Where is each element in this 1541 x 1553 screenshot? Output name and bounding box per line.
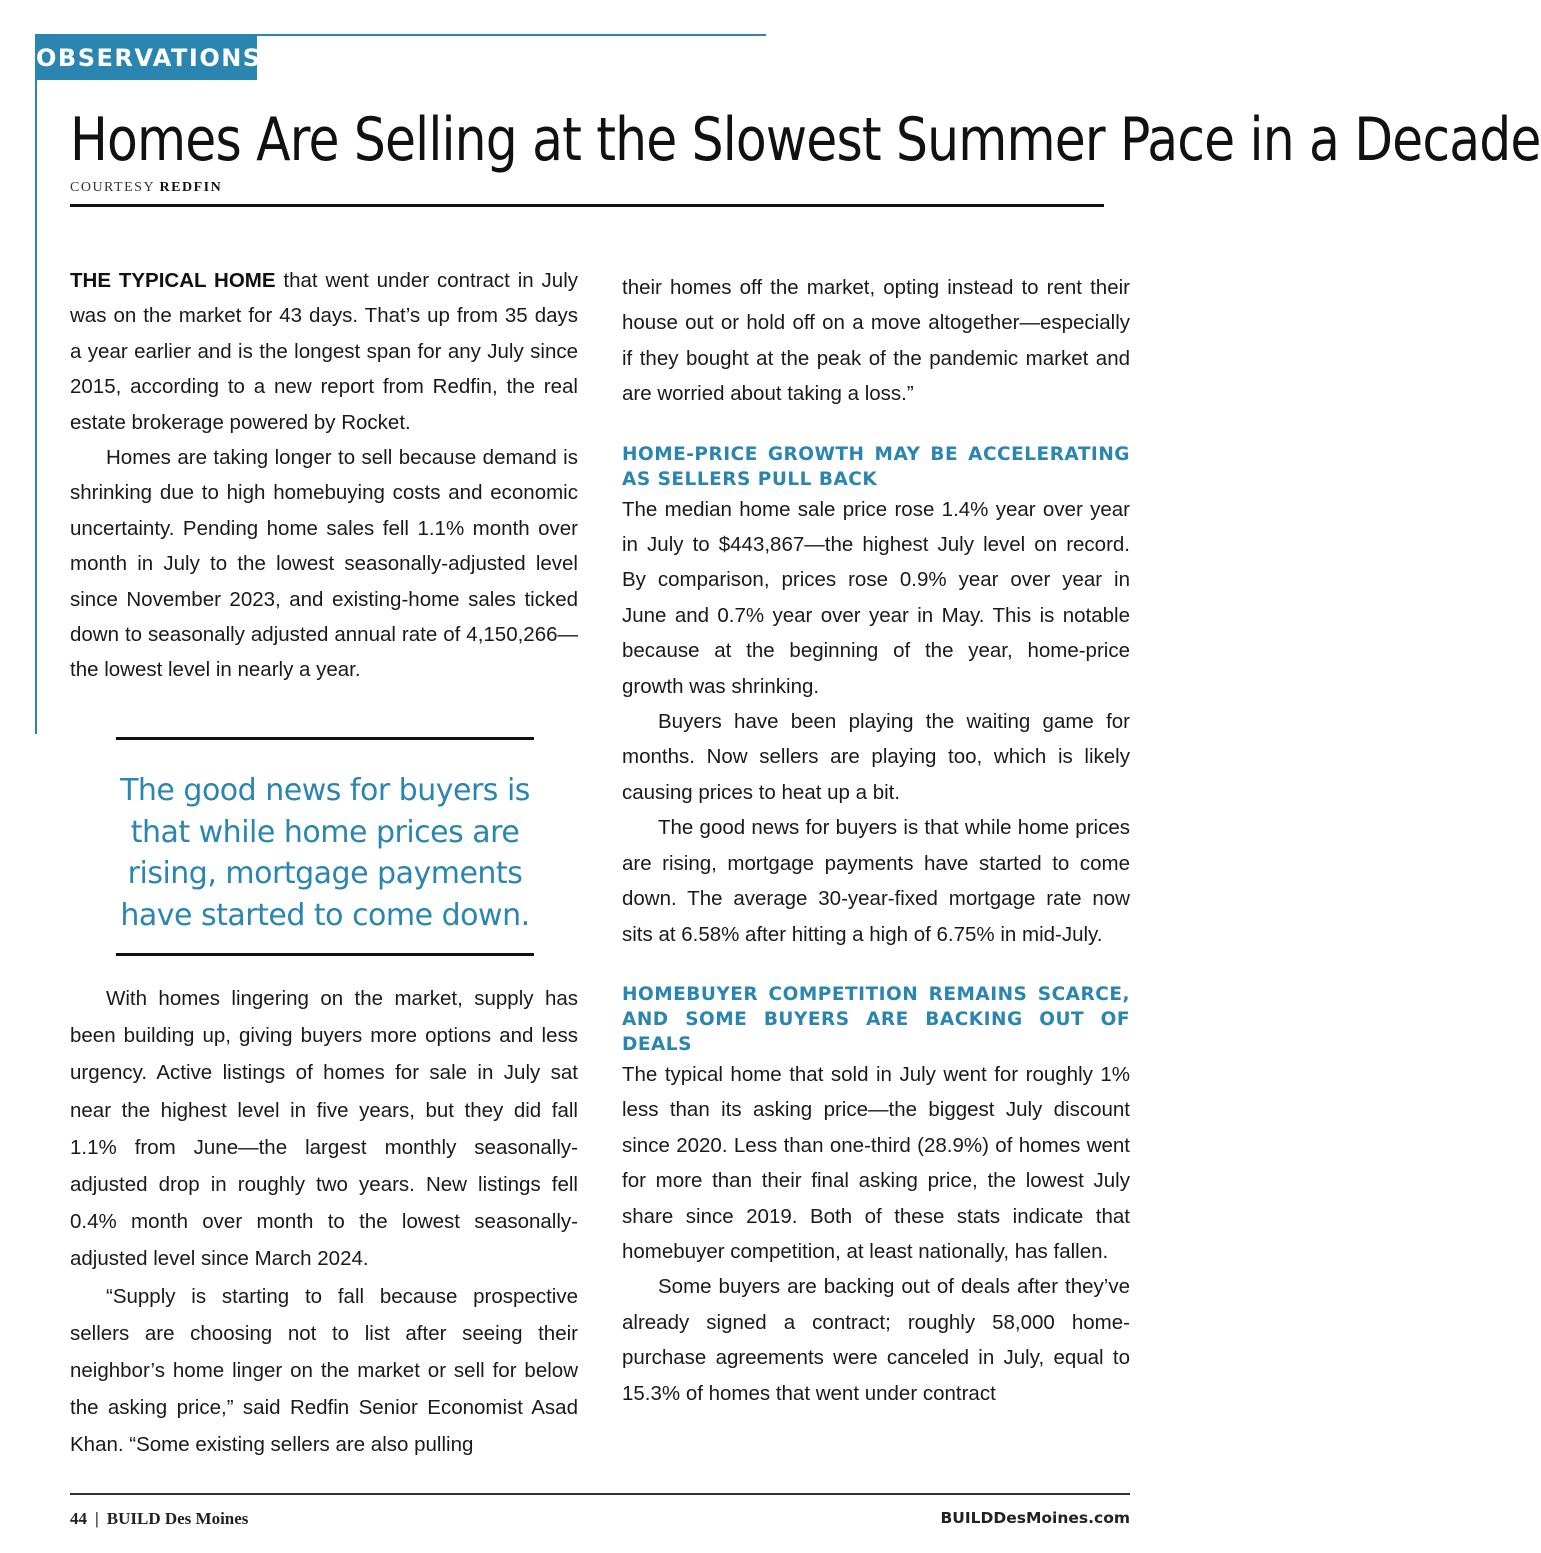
lead-in: THE TYPICAL HOME (70, 269, 276, 292)
right-column (622, 270, 1130, 1411)
body-paragraph: “Supply is starting to fall because prospective sellers are choosing not to list after seeing their neighbor’s home linger on the market or sell for below the asking price,” said Redfin Senior Economist Asad Khan. “Some existing sellers are also pulling (70, 1284, 578, 1457)
section-rule-left (35, 34, 37, 734)
body-paragraph: With homes lingering on the market, supply has been building up, giving buyers more options and less urgency. Active listings of homes for sale in July sat near the highest level in five years, but they did fall 1.1% from June—the largest monthly seasonally-adjusted drop in roughly two years. New listings fell 0.4% month over month to the lowest seasonally-adjusted level since March 2024. (70, 987, 578, 1271)
footer-folio (70, 1509, 248, 1529)
body-paragraph (70, 263, 578, 440)
body-paragraph: The good news for buyers is that while home prices are rising, mortgage payments have started to come down. The average 30-year-fixed mortgage rate now sits at 6.58% after hitting a high of 6.75% in mid-July. (622, 816, 1130, 946)
page-number: 44 (70, 1509, 87, 1528)
credit-prefix: COURTESY (70, 180, 155, 195)
subhead-price-growth: HOME-PRICE GROWTH MAY BE ACCELERATING AS SELLERS PULL BACK (622, 443, 1130, 490)
article-credit (70, 180, 222, 196)
body-paragraph: The median home sale price rose 1.4% year over year in July to $443,867—the highest July level on record. By comparison, prices rose 0.9% year over year in June and 0.7% year over year in May. This is notable because at the beginning of the year, home-price growth was shrinking. (622, 497, 1130, 698)
body-paragraph: their homes off the market, opting instead to rent their house out or hold off on a move altogether—especially if they bought at the peak of the pandemic market and are worried about taking a loss.” (622, 276, 1130, 406)
footer-rule (70, 1493, 1130, 1495)
website-link[interactable]: BUILDDesMoines.com (940, 1509, 1130, 1527)
section-tag: OBSERVATIONS (36, 36, 257, 80)
lead-paragraph-text: that went under contract in July was on the market for 43 days. That’s up from 35 days a year earlier and is the longest span for any July since 2015, according to a new report from Redfin, the real estate brokerage powered by Rocket. (70, 269, 579, 434)
footer-separator: | (95, 1509, 99, 1528)
body-paragraph: Some buyers are backing out of deals after they’ve already signed a contract; roughly 58,000 home-purchase agreements were canceled in July, equal to 15.3% of homes that went under contract (622, 1275, 1130, 1405)
subhead-buyer-competition: HOMEBUYER COMPETITION REMAINS SCARCE, AND SOME BUYERS ARE BACKING OUT OF DEALS (622, 983, 1130, 1055)
article-headline: Homes Are Selling at the Slowest Summer Pace in a Decade (70, 105, 1541, 175)
body-paragraph: Homes are taking longer to sell because demand is shrinking due to high homebuying costs and economic uncertainty. Pending home sales fell 1.1% month over month in July to the lowest seasonally-adjusted level since November 2023, and existing-home sales ticked down to seasonally adjusted annual rate of 4,150,266—the lowest level in nearly a year. (70, 446, 578, 682)
body-paragraph: The typical home that sold in July went for roughly 1% less than its asking price—the biggest July discount since 2020. Less than one-third (28.9%) of homes went for more than their final asking price, the lowest July share since 2019. Both of these stats indicate that homebuyer competition, at least nationally, has fallen. (622, 1062, 1130, 1263)
left-column-top (70, 263, 578, 688)
pull-quote-rule-top (116, 737, 534, 740)
pull-quote: The good news for buyers is that while home prices are rising, mortgage payments have started to come down. (120, 773, 530, 933)
credit-source: REDFIN (159, 180, 223, 195)
headline-rule (70, 204, 1104, 207)
left-column-bottom (70, 980, 578, 1464)
publication-name: BUILD Des Moines (106, 1509, 249, 1528)
body-paragraph: Buyers have been playing the waiting game for months. Now sellers are playing too, which is likely causing prices to heat up a bit. (622, 710, 1130, 804)
pull-quote-rule-bottom (116, 953, 534, 956)
